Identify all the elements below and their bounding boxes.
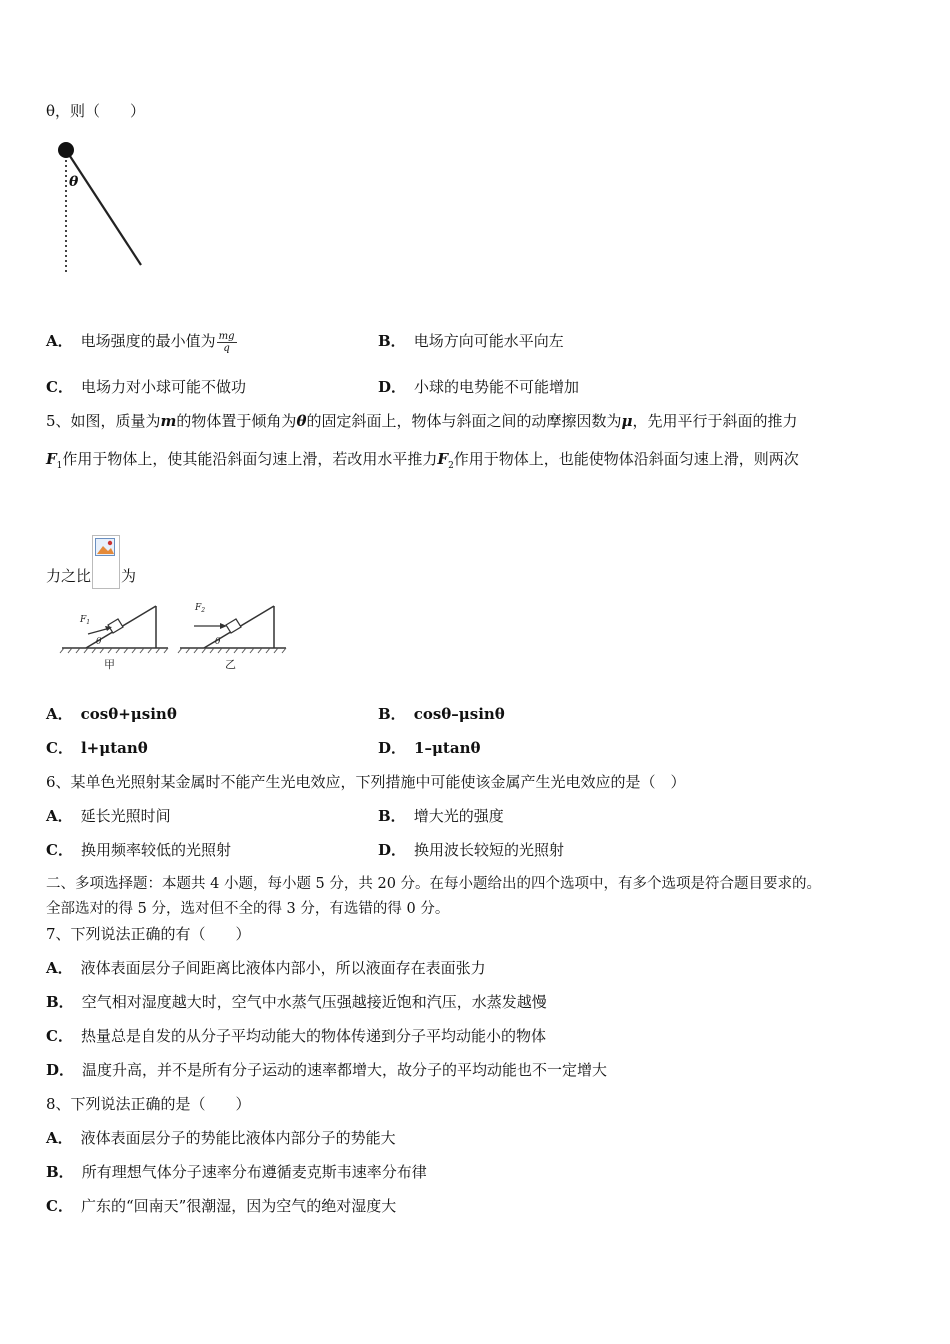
q6-option-b[interactable]: [378, 805, 504, 827]
option-text: 电场力对小球可能不做功: [80, 378, 246, 396]
section2-heading-line2: 全部选对的得 5 分，选对但不全的得 3 分，有选错的得 0 分。: [46, 901, 450, 917]
q7-option-a[interactable]: [46, 957, 486, 979]
option-label: A．: [46, 959, 73, 977]
option-label: C．: [46, 841, 73, 859]
q4-stem-tail: θ，则（ ）: [46, 102, 146, 120]
angle-label-jia: θ: [96, 637, 102, 647]
option-text: 换用频率较低的光照射: [80, 841, 231, 859]
q5-stem-line2: $F_1$作用于物体上，使其能沿斜面匀速上滑，若改用水平推力$F_2$作用于物体上，也能使物体沿斜面匀速上滑，则两次: [46, 450, 799, 471]
option-text: 增大光的强度: [413, 807, 504, 825]
q4-option-d[interactable]: [378, 376, 579, 398]
q6-option-d[interactable]: [378, 839, 564, 861]
option-text: cosθ+μsinθ: [80, 705, 177, 723]
pendulum-string: [66, 150, 141, 265]
q6-option-a[interactable]: [46, 805, 171, 827]
angle-label-yi: θ: [215, 637, 221, 647]
option-label: B．: [46, 1163, 74, 1181]
option-text: 小球的电势能不可能增加: [414, 378, 580, 396]
q5-stem-line1: 5、如图，质量为m的物体置于倾角为θ的固定斜面上，物体与斜面之间的动摩擦因数为μ，先用平行于斜面的推力: [46, 412, 798, 430]
option-label: D．: [378, 739, 407, 757]
q7-option-c[interactable]: [46, 1025, 546, 1047]
figure-jia: [60, 606, 168, 671]
charged-ball: [58, 142, 74, 158]
option-text: 温度升高，并不是所有分子运动的速率都增大，故分子的平均动能也不一定增大: [82, 1061, 608, 1079]
option-text: 延长光照时间: [80, 807, 171, 825]
option-text: 广东的“回南天”很潮湿，因为空气的绝对湿度大: [80, 1197, 397, 1215]
option-text: 换用波长较短的光照射: [414, 841, 565, 859]
option-label: D．: [378, 841, 407, 859]
q4-option-a[interactable]: [46, 330, 237, 354]
broken-image-icon: [92, 535, 120, 589]
q8-option-c[interactable]: [46, 1195, 396, 1217]
option-text: 液体表面层分子间距离比液体内部小，所以液面存在表面张力: [80, 959, 486, 977]
q7-stem: 7、下列说法正确的有（ ）: [46, 925, 251, 943]
q5-option-d[interactable]: [378, 737, 481, 759]
q7-option-d[interactable]: [46, 1059, 607, 1081]
q5-option-b[interactable]: [378, 703, 505, 725]
option-label: D．: [378, 378, 407, 396]
q8-option-b[interactable]: [46, 1161, 427, 1183]
option-label: C．: [46, 1197, 73, 1215]
q4-pendulum-figure: [52, 138, 152, 278]
angle-label: θ: [69, 174, 79, 190]
frac-numerator: mg: [218, 330, 235, 342]
option-label: C．: [46, 739, 73, 757]
option-label: B．: [378, 807, 406, 825]
option-label: C．: [46, 1027, 73, 1045]
q8-stem: 8、下列说法正确的是（ ）: [46, 1095, 251, 1113]
option-label: A．: [46, 1129, 73, 1147]
option-label: B．: [378, 332, 406, 350]
option-label: B．: [378, 705, 406, 723]
section2-heading-line1: 二、多项选择题：本题共 4 小题，每小题 5 分，共 20 分。在每小题给出的四个选项中，有多个选项是符合题目要求的。: [46, 876, 822, 892]
option-text: l+μtanθ: [80, 739, 148, 757]
q8-option-a[interactable]: [46, 1127, 396, 1149]
q6-stem: 6、某单色光照射某金属时不能产生光电效应，下列措施中可能使该金属产生光电效应的是（ ）: [46, 773, 686, 791]
option-text: 热量总是自发的从分子平均动能大的物体传递到分子平均动能小的物体: [80, 1027, 546, 1045]
option-label: B．: [46, 993, 74, 1011]
q6-option-c[interactable]: [46, 839, 231, 861]
option-text: 空气相对湿度越大时，空气中水蒸气压强越接近饱和汽压，水蒸发越慢: [81, 993, 547, 1011]
frac-denominator: q: [223, 342, 230, 354]
q5-incline-figure: [58, 598, 293, 678]
caption-jia: 甲: [104, 658, 115, 671]
force-label-f2: $F_2$: [195, 603, 206, 614]
q7-option-b[interactable]: [46, 991, 547, 1013]
option-text: 电场方向可能水平向左: [413, 332, 564, 350]
q5-stem-line3: 力之比 为: [46, 535, 136, 589]
option-label: A．: [46, 332, 73, 350]
fraction-mg-over-q: [217, 331, 237, 354]
force-label-f1: $F_1$: [80, 615, 91, 626]
q5-option-a[interactable]: [46, 703, 177, 725]
q4-option-c[interactable]: [46, 376, 246, 398]
q4-option-b[interactable]: [378, 330, 564, 352]
figure-yi: [178, 603, 286, 671]
option-text: 电场强度的最小值为: [80, 332, 216, 350]
option-text: cosθ–μsinθ: [413, 705, 505, 723]
option-text: 液体表面层分子的势能比液体内部分子的势能大: [80, 1129, 396, 1147]
option-label: D．: [46, 1061, 75, 1079]
option-label: C．: [46, 378, 73, 396]
q5-option-c[interactable]: [46, 737, 148, 759]
option-label: A．: [46, 705, 73, 723]
caption-yi: 乙: [225, 658, 236, 671]
option-label: A．: [46, 807, 73, 825]
option-text: 所有理想气体分子速率分布遵循麦克斯韦速率分布律: [81, 1163, 427, 1181]
option-text: 1–μtanθ: [414, 739, 481, 757]
